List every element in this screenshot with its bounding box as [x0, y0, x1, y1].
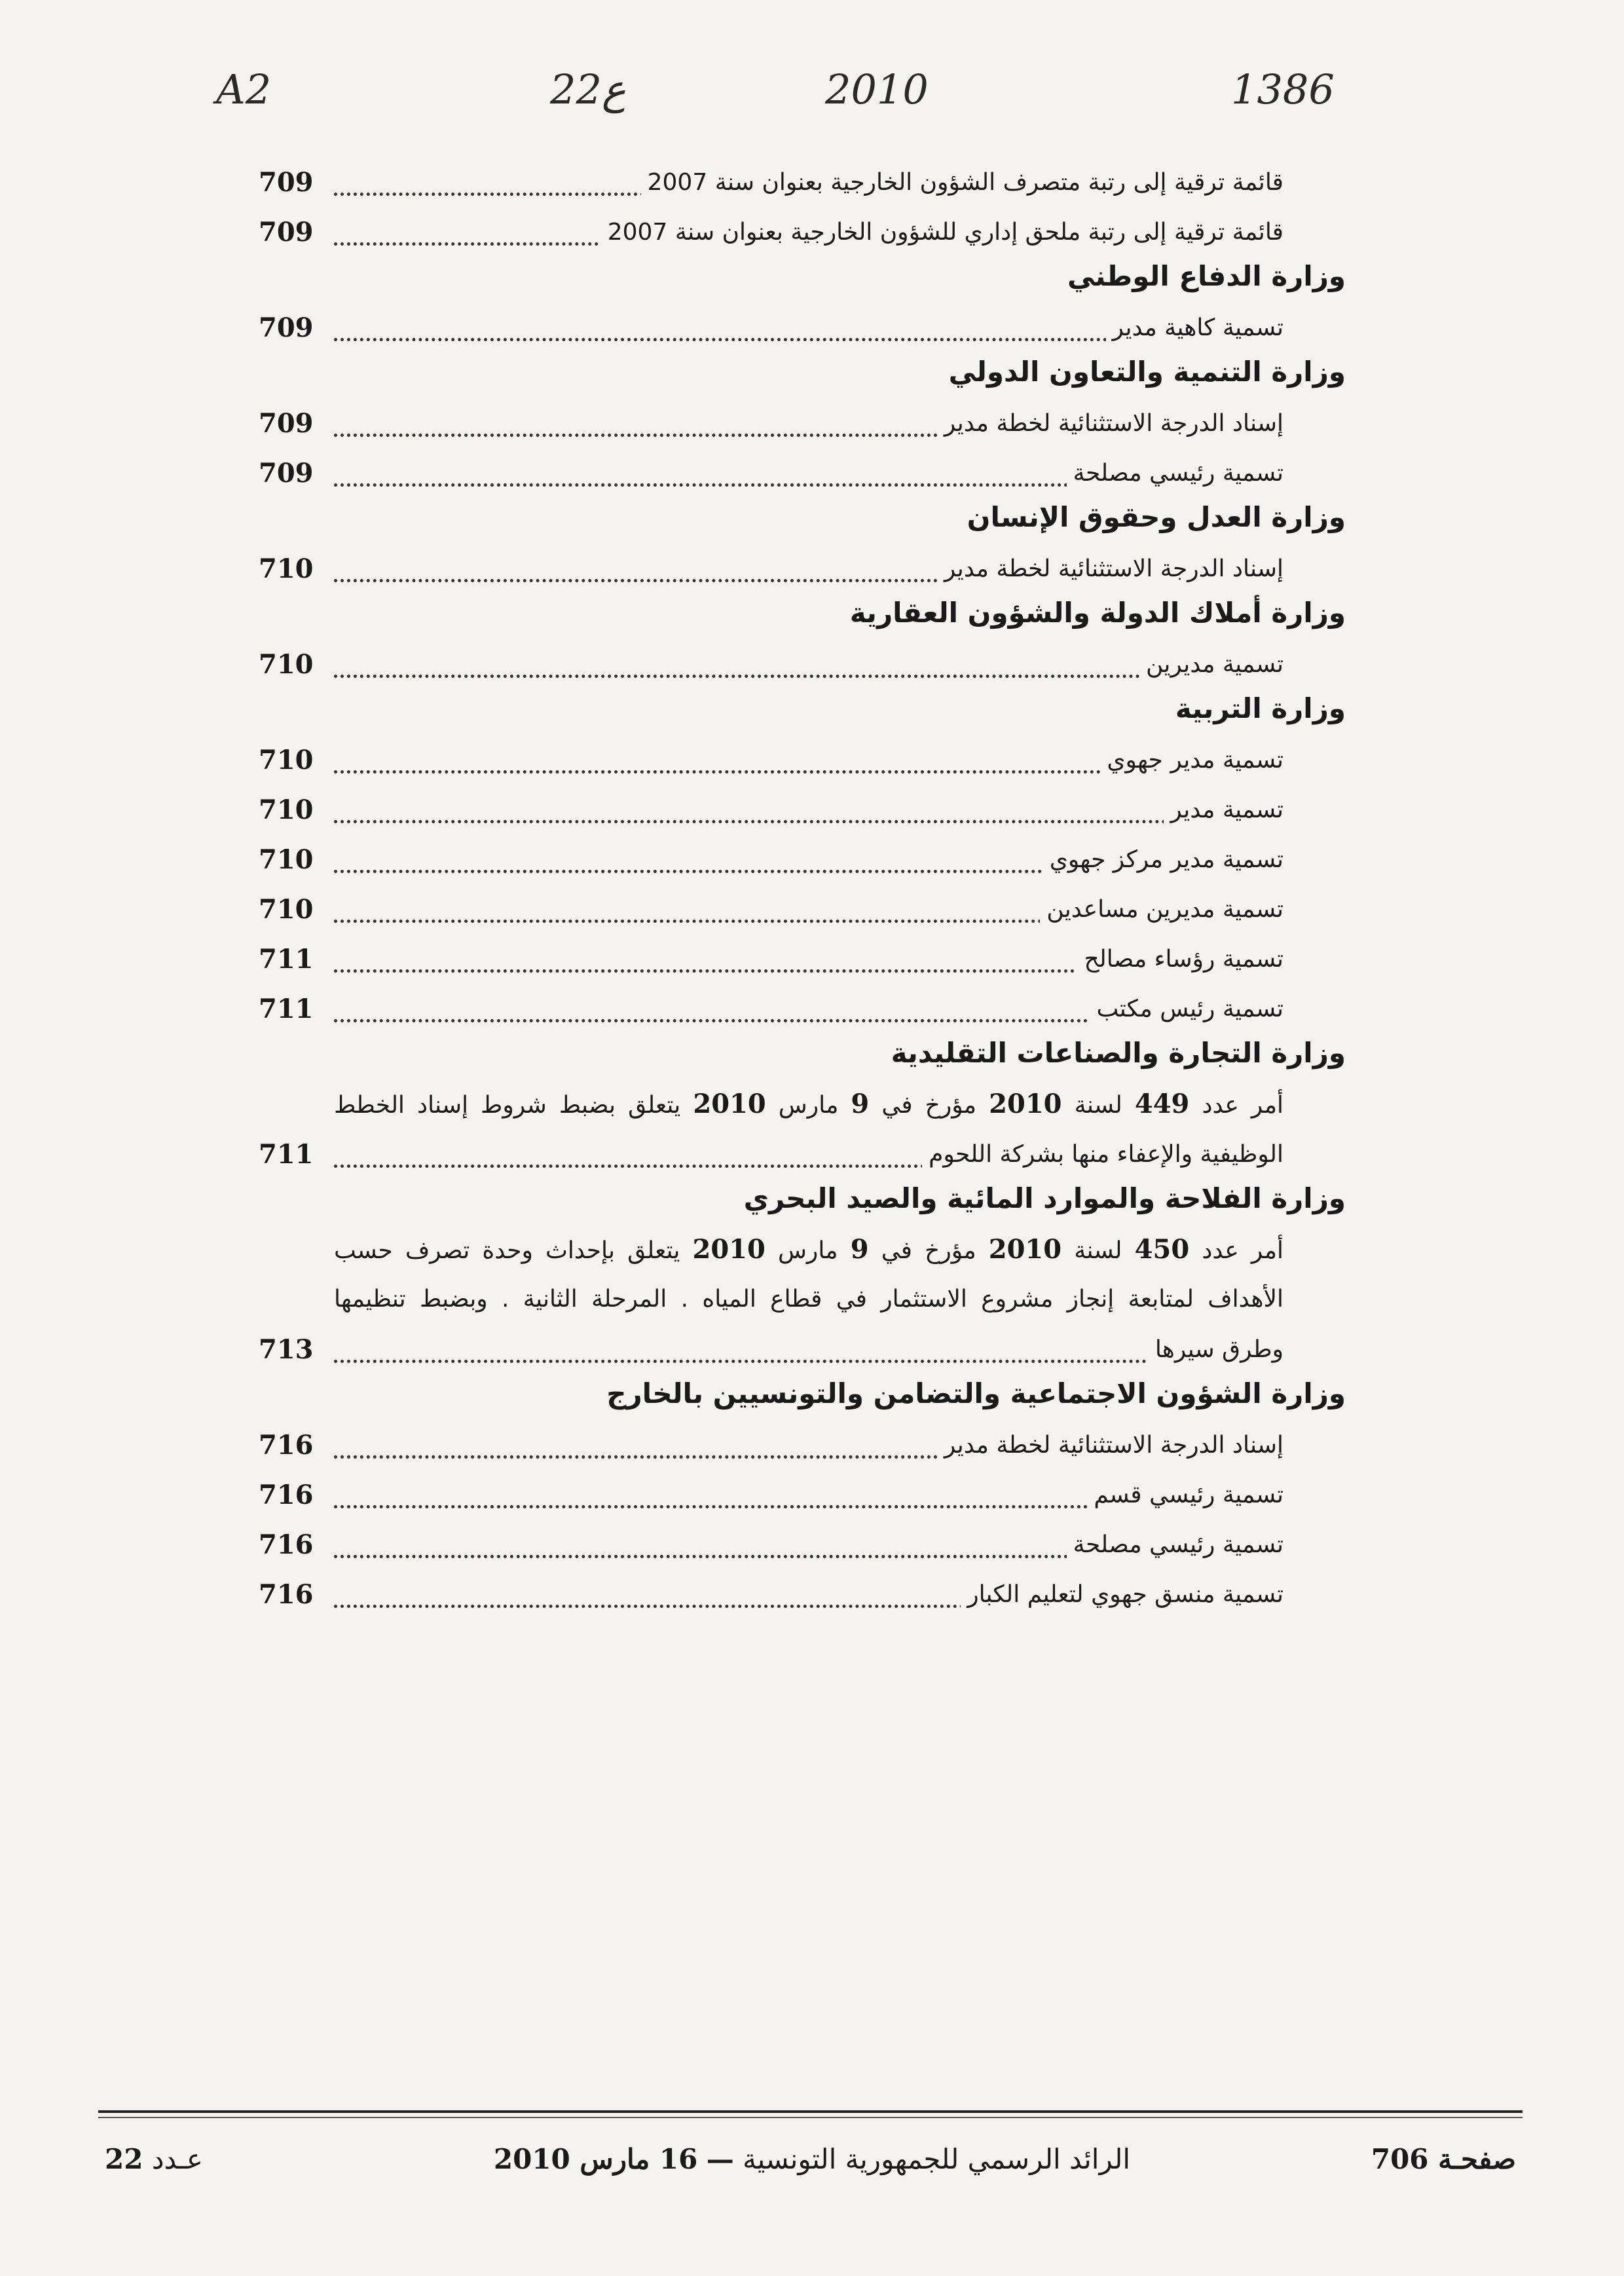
decree-text: مارس [777, 1237, 838, 1264]
toc-entry [249, 1420, 1356, 1470]
toc-entry-page-number: 709 [259, 408, 314, 439]
toc-entry [249, 1520, 1356, 1569]
toc-entry-title: إسناد الدرجة الاستثنائية لخطة مدير [938, 553, 1283, 586]
ministry-heading: وزارة الفلاحة والموارد المائية والصيد البحري [743, 1182, 1346, 1214]
toc-entry-title: إسناد الدرجة الاستثنائية لخطة مدير [938, 407, 1283, 440]
toc-entry-title: إسناد الدرجة الاستثنائية لخطة مدير [938, 1429, 1283, 1462]
toc-entry-page-number: 716 [259, 1579, 314, 1610]
decree-text: يتعلق بإحداث وحدة تصرف حسب [334, 1237, 680, 1264]
decree-text: لسنة [1074, 1237, 1122, 1264]
toc-entry [249, 884, 1356, 934]
footer-journal-title: الرائد الرسمي للجمهورية التونسية — 16 مارس 2010 [493, 2143, 1131, 2175]
handwritten-note-d: 1386 [1231, 65, 1335, 113]
toc-entry [249, 1569, 1356, 1619]
toc-entry-page-number: 710 [259, 844, 314, 875]
toc-entry-title: تسمية مديرين مساعدين [1040, 893, 1283, 926]
decree-number: 449 [1134, 1089, 1190, 1119]
toc-entry [249, 1324, 1356, 1374]
decree-number: 2010 [988, 1234, 1062, 1265]
toc-entry-title: الوظيفية والإعفاء منها بشركة اللحوم [922, 1138, 1283, 1171]
decree-text: مؤرخ في [881, 1237, 976, 1264]
toc-entry-title: تسمية مدير [1164, 794, 1283, 827]
toc-entry-title: تسمية كاهية مدير [1106, 312, 1283, 345]
ministry-heading: وزارة الشؤون الاجتماعية والتضامن والتونسيين بالخارج [606, 1377, 1346, 1409]
table-of-contents [249, 157, 1356, 1619]
handwritten-note-c: 2010 [825, 65, 929, 113]
decree-text: مارس [778, 1092, 839, 1119]
toc-entry-page-number: 709 [259, 217, 314, 248]
toc-entry [249, 303, 1356, 352]
toc-entry [249, 639, 1356, 689]
toc-entry-page-number: 710 [259, 649, 314, 680]
toc-entry-title: تسمية مدير جهوي [1100, 744, 1283, 777]
toc-entry-title: تسمية منسق جهوي لتعليم الكبار [961, 1578, 1283, 1611]
toc-entry-page-number: 709 [259, 312, 314, 343]
dot-leader [334, 820, 1283, 823]
toc-entry [249, 1470, 1356, 1520]
toc-entry-title: تسمية مديرين [1139, 648, 1283, 681]
decree-number: 2010 [989, 1089, 1062, 1119]
toc-entry-title: تسمية رئيسي مصلحة [1067, 457, 1283, 490]
toc-entry-title: قائمة ترقية إلى رتبة متصرف الشؤون الخارجية بعنوان سنة 2007 [641, 166, 1283, 199]
decree-number: 2010 [692, 1234, 766, 1265]
toc-entry-page-number: 716 [259, 1430, 314, 1461]
footer-divider [98, 2110, 1522, 2113]
toc-entry [249, 735, 1356, 785]
toc-entry-page-number: 710 [259, 794, 314, 825]
ministry-heading: وزارة التجارة والصناعات التقليدية [891, 1037, 1346, 1069]
footer-issue-number: عـدد 22 [105, 2143, 203, 2175]
decree-number: 9 [850, 1234, 869, 1265]
toc-entry [249, 207, 1356, 257]
ministry-heading: وزارة التربية [1175, 692, 1346, 724]
toc-entry [249, 984, 1356, 1034]
decree-text: مؤرخ في [881, 1092, 977, 1119]
handwritten-note-a: A2 [216, 65, 272, 113]
decree-text: أمر عدد [1202, 1237, 1284, 1264]
toc-entry-title: تسمية رئيسي قسم [1087, 1479, 1283, 1512]
toc-entry-title: وطرق سيرها [1149, 1334, 1283, 1366]
decree-number: 2010 [693, 1089, 766, 1119]
ministry-heading: وزارة أملاك الدولة والشؤون العقارية [849, 597, 1346, 629]
dot-leader [334, 1360, 1283, 1363]
toc-entry [249, 934, 1356, 984]
decree-text: أمر عدد [1202, 1092, 1284, 1119]
toc-entry-page-number: 710 [259, 553, 314, 584]
toc-entry-page-number: 710 [259, 745, 314, 775]
toc-entry-title: تسمية مدير مركز جهوي [1043, 844, 1283, 876]
decree-number: 450 [1134, 1234, 1190, 1265]
toc-entry-title: قائمة ترقية إلى رتبة ملحق إداري للشؤون الخارجية بعنوان سنة 2007 [601, 216, 1283, 249]
toc-entry-page-number: 710 [259, 894, 314, 925]
ministry-heading: وزارة العدل وحقوق الإنسان [967, 501, 1346, 533]
toc-entry-title: تسمية رئيسي مصلحة [1067, 1529, 1283, 1561]
toc-entry-page-number: 716 [259, 1529, 314, 1560]
toc-entry-page-number: 709 [259, 458, 314, 489]
toc-entry [249, 785, 1356, 834]
toc-entry-page-number: 709 [259, 167, 314, 198]
ministry-heading: وزارة التنمية والتعاون الدولي [948, 356, 1346, 388]
toc-entry-page-number: 711 [259, 944, 314, 975]
footer-divider-thin [98, 2117, 1522, 2118]
decree-text: لسنة [1074, 1092, 1122, 1119]
decree-text-line [334, 1225, 1283, 1275]
handwritten-note-b: 22ع [550, 65, 626, 113]
toc-entry [249, 544, 1356, 593]
decree-number: 9 [851, 1089, 870, 1119]
toc-entry-title: تسمية رؤساء مصالح [1077, 943, 1283, 976]
toc-entry [249, 1129, 1356, 1179]
toc-entry-page-number: 713 [259, 1334, 314, 1365]
ministry-heading: وزارة الدفاع الوطني [1067, 260, 1346, 292]
toc-entry [249, 157, 1356, 207]
toc-entry-title: تسمية رئيس مكتب [1090, 993, 1283, 1026]
toc-entry [249, 448, 1356, 498]
toc-entry [249, 834, 1356, 884]
toc-entry-page-number: 711 [259, 994, 314, 1024]
footer-page-number: صفحـة 706 [1371, 2143, 1516, 2175]
toc-entry [249, 398, 1356, 448]
decree-text-line: الأهداف لمتابعة إنجاز مشروع الاستثمار في قطاع المياه . المرحلة الثانية . وبضبط تنظيمها [334, 1286, 1283, 1313]
decree-text: يتعلق بضبط شروط إسناد الخطط [334, 1092, 681, 1119]
toc-entry-page-number: 716 [259, 1480, 314, 1510]
decree-text-line [334, 1079, 1283, 1129]
toc-entry-page-number: 711 [259, 1139, 314, 1170]
